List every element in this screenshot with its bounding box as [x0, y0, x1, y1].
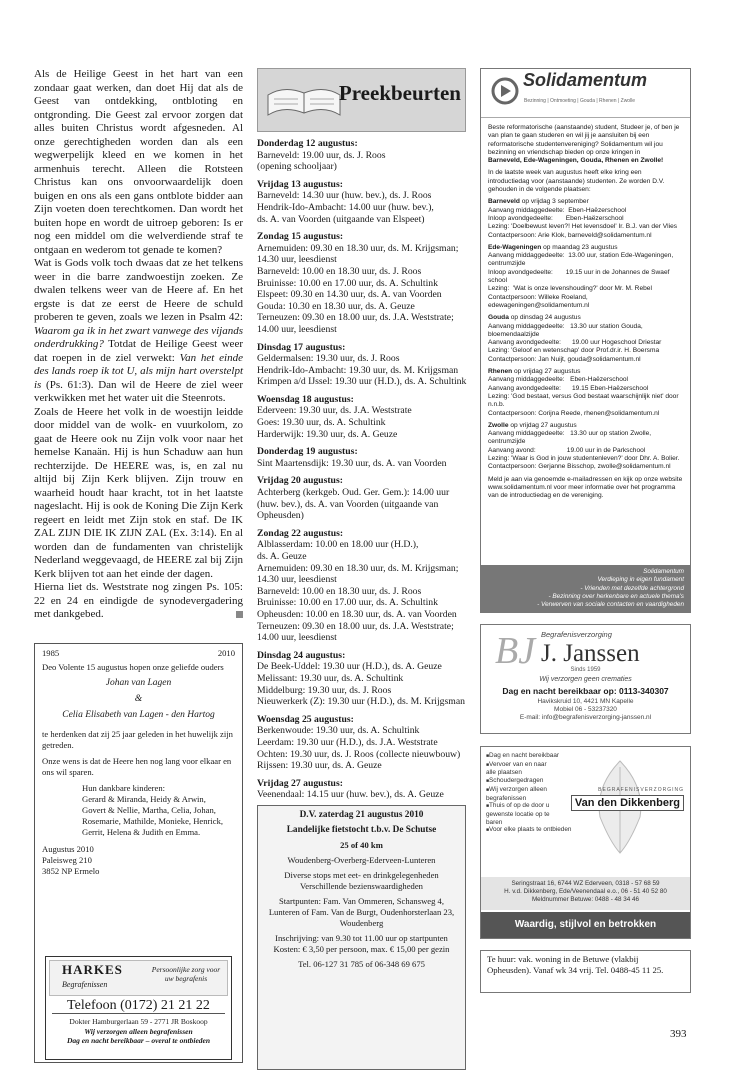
addr-line: Paleisweg 210	[42, 855, 92, 865]
dik-addr-line: Meldnummer Betuwe: 0488 - 48 34 46	[531, 895, 640, 903]
preek-line: Geldermalsen: 19.30 uur, ds. J. Roos	[257, 353, 400, 365]
dik-list-item: ■ Voor elke plaats te ontbieden	[486, 826, 571, 835]
year-to: 2010	[217, 648, 235, 658]
preek-line: Bruinisse: 10.00 en 17.00 uur, ds. A. Schultink	[257, 597, 438, 609]
janssen-addr-line: E-mail: info@begrafenisverzorging-janssen.nl	[519, 714, 652, 721]
preek-day: Vrijdag 13 augustus:	[257, 178, 343, 190]
preek-line: Barneveld: 10.00 en 18.30 uur, ds. J. Roos	[257, 265, 422, 277]
preek-block	[257, 179, 469, 225]
sol-foot-line: - Bezinning over herkenbare en actuele thema's	[548, 592, 684, 600]
children-line: Govert & Nellie, Martha, Celia, Johan,	[82, 805, 216, 815]
preek-line: Arnemuiden: 09.30 en 18.30 uur, ds. M. Krijgsman;	[257, 562, 459, 574]
harkes-sub: Begrafenissen	[62, 980, 108, 989]
children-title: Hun dankbare kinderen:	[82, 783, 166, 793]
p2-quote-2: Van het einde des lands roep ik tot U, als mijn hart overstelpt is	[34, 351, 243, 391]
preek-line: Gouda: 10.30 en 18.30 uur, ds. A. Geuze	[257, 300, 415, 312]
preek-line: (huw. bev.), ds. A. van Voorden (uitgaande van	[257, 498, 439, 510]
sol-outro: Meld je aan via genoemde e-mailadressen en kijk op onze website www.solidamentum.nl voor meer informatie over het programma van de introductiedag en de vereniging.	[488, 475, 683, 500]
preek-block	[257, 475, 469, 521]
dv-distance: 25 of 40 km	[340, 840, 383, 850]
harkes-line-2: Dag en nacht bereikbaar – overal te ontbieden	[66, 1036, 211, 1045]
preek-line: 14.00 uur, leesdienst	[257, 632, 337, 644]
sol-paragraph-2: In de laatste week van augustus heeft elke kring een introductiedag voor (aanstaande) studenten. Ze worden D.V. gehouden in de volgende plaatsen:	[488, 169, 665, 194]
article-column	[34, 68, 243, 622]
janssen-name: J. Janssen	[541, 640, 640, 667]
harkes-address: Dokter Hamburgerlaan 59 - 2771 JR Boskoop	[52, 1013, 225, 1027]
preekbeurten-title: Preekbeurten	[338, 81, 461, 105]
solidamentum-name: Solidamentum	[523, 70, 648, 90]
preek-line: 14.30 uur, leesdienst	[257, 254, 337, 266]
sol-kring-line: Contactpersoon: Corijna Reede, rhenen@solidamentum.nl	[488, 409, 660, 417]
preek-line: Terneuzen: 09.30 en 18.00 uur, ds. J.A. Weststrate;	[257, 620, 454, 632]
sol-kring-date: op maandag 23 augustus	[541, 243, 618, 251]
solidamentum-banner	[481, 69, 690, 118]
preek-block	[257, 714, 469, 772]
sol-foot-line: Solidamentum	[643, 568, 684, 575]
preek-day: Woensdag 18 augustus:	[257, 393, 354, 405]
preek-block	[257, 528, 469, 644]
anniv-amp: &	[134, 694, 143, 704]
p2-mid: Totdat de Heilige Geest weer dat roepen in de ziel verwekt:	[34, 338, 243, 364]
janssen-address	[481, 698, 690, 722]
sol-kring-name: Gouda	[488, 314, 509, 322]
preek-day: Zondag 15 augustus:	[257, 231, 344, 243]
harkes-phone: Telefoon (0172) 21 21 22	[67, 998, 210, 1013]
dik-list-item: ■ Dag en nacht bereikbaar	[486, 752, 571, 761]
preek-day: Dinsdag 17 augustus:	[257, 341, 346, 353]
sol-kring-line: Aanvang middaggedeelte: 13.30 uur op station Zwolle, centrumzijde	[488, 430, 653, 446]
preek-line: Opheusden)	[257, 510, 304, 522]
year-from: 1985	[42, 648, 60, 658]
dik-addr-line: H. v.d. Dikkenberg, Ede/Veenendaal e.o., 06 - 51 40 52 80	[504, 887, 667, 895]
preek-block	[257, 231, 469, 335]
preekbeurten-header	[257, 68, 466, 132]
preek-day: Donderdag 19 augustus:	[257, 446, 358, 458]
p2-end: (Ps. 61:3). Dan wil de Heere de ziel weer verkwikken met het water uit die Steenrots.	[34, 378, 243, 404]
children-line: Rosemarie, Mathilde, Monieke, Henrick,	[82, 816, 224, 826]
anniv-intro: Deo Volente 15 augustus hopen onze geliefde ouders	[42, 662, 224, 672]
preek-line: Opheusden: 10.00 en 18.30 uur, ds. A. van Voorden	[257, 608, 457, 620]
addr-line: 3852 NP Ermelo	[42, 866, 100, 876]
anniversary-announcement	[34, 643, 243, 1063]
p2-quote-1: Waarom ga ik in het zwart vanwege des vijands onderdrukking?	[34, 324, 243, 350]
dik-address	[481, 877, 690, 910]
sol-intro-text: Beste reformatorische (aanstaande) student, Studeer je, of ben je van plan te gaan studeren en wil jij je aansluiten bij een reformatorische studentenvereniging? Solidamentum wil jou bezinning en vriendschap bieden op onze kringen in	[488, 124, 680, 156]
preek-day: Woensdag 25 augustus:	[257, 713, 354, 725]
anniversary-years	[42, 648, 235, 659]
p4-text: Hierna liet ds. Weststrate nog zingen Ps. 105: 22 en 24 en eindigde de synodevergadering met dankgebed.	[34, 581, 243, 620]
sol-kring-line: Aanvang middaggedeelte: Eben-Haëzerschool	[488, 376, 629, 384]
children-line: Gerrit, Helena & Judith en Emma.	[82, 827, 201, 837]
dv-costs: Kosten: € 3,50 per persoon, max. € 15,00 per gezin	[273, 944, 450, 954]
janssen-since: Sinds 1959	[570, 667, 601, 673]
preek-line: Alblasserdam: 10.00 en 18.00 uur (H.D.),	[257, 539, 419, 551]
dv-stops: Diverse stops met eet- en drinkgelegenheden Verschillende bezienswaardigheden	[284, 870, 439, 891]
sol-foot-line: - Vrienden met dezelfde achtergrond	[580, 584, 684, 592]
article-paragraph-4	[34, 581, 243, 622]
solidamentum-ad	[480, 68, 691, 613]
preek-line: Veenendaal: 14.15 uur (huw. bev.), ds. A. Geuze	[257, 789, 444, 801]
janssen-ad	[480, 624, 691, 734]
preek-block	[257, 446, 469, 469]
anniv-children	[82, 783, 235, 838]
preek-line: Rijssen: 19.30 uur, ds. A. Geuze	[257, 760, 382, 772]
sol-kring-line: Aanvang avondgedeelte: 19.15 Eben-Haëzerschool	[488, 384, 649, 392]
dv-phone: Tel. 06-127 31 785 of 06-348 69 675	[298, 959, 425, 969]
sol-kring-line: Contactpersoon: Gerjanne Bisschop, zwolle@solidamentum.nl	[488, 463, 671, 471]
article-paragraph-3: Zoals de Heere het volk in de woestijn leidde door middel van de wolk- en vuurkolom, zo gaat de Heere ook nu Zijn volk voor naar het hemelse Kanaän. Hij is hun Schaduw aan hun rechterzijde. De HEERE was, is, en zal nu altijd bij Zijn Kerk blijven. Zijn trouw en waarheid houdt haar kracht, tot in het laatste nageslacht. Hij is ook de Koning Die Zijn Kerk regeert en leidt met Zijn stok en staf. De IK ZAL ZIJN DIE IK ZIJN ZAL (Ex. 3:14). En al worden dan de fundamenten van christelijk Nederland weggevaagd, de HEERE zal bij Zijn Kerk blijven tot aan het einde der dagen.	[34, 405, 243, 580]
preek-line: Sint Maartensdijk: 19.30 uur, ds. A. van Voorden	[257, 457, 447, 469]
preek-day: Vrijdag 20 augustus:	[257, 475, 343, 487]
sol-kring-line: Inloop avondgedeelte: 19.15 uur in de Johannes de Swaef school	[488, 268, 672, 285]
preek-line: Melissant: 19.30 uur, ds. A. Schultink	[257, 672, 404, 684]
preek-line: De Beek-Uddel: 19.30 uur (H.D.), ds. A. Geuze	[257, 661, 442, 673]
preek-block	[257, 650, 469, 708]
preek-line: Hendrik-Ido-Ambacht: 14.00 uur (huw. bev.),	[257, 201, 434, 213]
preek-block	[257, 342, 469, 388]
dik-slogan: Waardig, stijlvol en betrokken	[481, 912, 690, 938]
preek-day: Vrijdag 27 augustus:	[257, 777, 343, 789]
dv-registration: Inschrijving: van 9.30 tot 11.00 uur op startpunten	[275, 933, 448, 943]
preek-line: ds. A. van Voorden (uitgaande van Elspeet)	[257, 213, 425, 225]
preek-line: Leerdam: 19.30 uur (H.D.), ds. J.A. Weststrate	[257, 736, 438, 748]
preek-line: Barneveld: 10.00 en 18.30 uur, ds. J. Roos	[257, 585, 422, 597]
dikkenberg-ad	[480, 746, 691, 939]
preek-day: Donderdag 12 augustus:	[257, 138, 358, 149]
harkes-banner	[49, 960, 228, 996]
dv-title: Landelijke fietstocht t.b.v. De Schutse	[286, 825, 437, 835]
solidamentum-body	[481, 118, 690, 500]
preek-line: 14.00 uur, leesdienst	[257, 323, 337, 335]
preek-line: Krimpen a/d IJssel: 19.30 uur (H.D.), ds. A. Schultink	[257, 376, 467, 388]
harkes-line-1: Wij verzorgen alleen begrafenissen	[84, 1027, 193, 1036]
page-number: 393	[670, 1028, 687, 1040]
harkes-ad	[45, 956, 232, 1060]
janssen-addr-line: Mobiel 06 - 53237320	[554, 706, 617, 713]
harkes-name: HARKES	[62, 962, 123, 977]
te-huur-ad: Te huur: vak. woning in de Betuwe (vlakbij Opheusden). Vanaf wk 34 vrij. Tel. 0488-45 11 25.	[480, 950, 691, 993]
preek-line: Arnemuiden: 09.30 en 18.30 uur, ds. M. Krijgsman;	[257, 242, 459, 254]
sol-kring-date: op dinsdag 24 augustus	[508, 314, 581, 322]
anniv-name-1: Johan van Lagen	[105, 678, 172, 688]
solidamentum-footer	[481, 565, 690, 612]
dik-brand: Van den Dikkenberg	[571, 795, 684, 811]
preek-line: Elspeet: 09.30 en 14.30 uur, ds. A. van Voorden	[257, 289, 442, 301]
anniv-address	[42, 844, 235, 877]
sol-kring-date: op vrijdag 3 september	[519, 198, 589, 206]
preek-line: Barneveld: 19.00 uur, ds. J. Roos	[257, 149, 386, 161]
sol-foot-line: Verdieping in eigen fundament	[597, 576, 684, 584]
sol-kring-name: Ede-Wageningen	[488, 243, 542, 251]
fietstocht-announcement	[257, 805, 466, 1070]
janssen-phone: Dag en nacht bereikbaar op: 0113-340307	[502, 686, 669, 696]
dik-addr-line: Seringstraat 16, 6744 WZ Ederveen, 0318 - 57 68 59	[511, 880, 660, 887]
preek-block	[257, 394, 469, 440]
janssen-top: Begrafenisverzorging	[541, 630, 612, 639]
anniv-text-2: Onze wens is dat de Heere hen nog lang voor elkaar en ons wil sparen.	[42, 756, 232, 777]
janssen-note: Wij verzorgen geen crematies	[539, 676, 632, 683]
preek-line: Ochten: 19.30 uur, ds. J. Roos (collecte nieuwbouw)	[257, 748, 461, 760]
preek-day: Dinsdag 24 augustus:	[257, 649, 346, 661]
preek-block	[257, 778, 469, 801]
harkes-tag: Persoonlijke zorg voor uw begrafenis	[151, 965, 221, 983]
sol-kring-line: Aanvang middaggedeelte: Eben-Haëzerschool	[488, 206, 627, 214]
sol-kring-line: Aanvang avondgedeelte: 19.00 uur Hogeschool Driestar	[488, 339, 662, 347]
preek-line: Middelburg: 19.30 uur, ds. J. Roos	[257, 684, 392, 696]
sol-kring	[488, 368, 683, 418]
dik-list-item: ■ Thuis of op de door u gewenste locatie op te baren	[486, 802, 564, 826]
sol-kring	[488, 422, 683, 472]
addr-line: Augustus 2010	[42, 844, 94, 854]
sol-kring-name: Rhenen	[488, 368, 513, 376]
end-mark-icon	[236, 611, 243, 618]
sol-kring-date: op vrijdag 27 augustus	[508, 421, 577, 429]
sol-kring-line: Aanvang avond: 19.00 uur in de Parkschool	[488, 446, 646, 454]
sol-kring-line: Lezing: 'Geloof en wetenschap' door Prof.dr.ir. H. Boersma	[488, 347, 660, 355]
preek-line: Terneuzen: 09.30 en 18.00 uur, ds. J.A. Weststrate;	[257, 312, 454, 324]
open-book-icon	[264, 75, 344, 127]
preek-line: ds. A. Geuze	[257, 551, 307, 562]
sol-kring	[488, 244, 683, 310]
dikkenberg-list	[486, 752, 571, 835]
sol-kringen	[488, 198, 683, 471]
sol-intro-places: Barneveld, Ede-Wageningen, Gouda, Rhenen en Zwolle!	[488, 157, 664, 165]
sol-foot-line: - Verwerven van sociale contacten en vaardigheden	[537, 601, 684, 609]
preek-line: Ederveen: 19.30 uur, ds. J.A. Weststrate	[257, 405, 412, 417]
preek-day: Zondag 22 augustus:	[257, 527, 344, 539]
sol-kring-line: Contactpersoon: Willeke Roeland, edewageningen@solidamentum.nl	[488, 293, 590, 309]
dik-list-item: ■ Schoudergedragen	[486, 777, 571, 786]
dv-date: D.V. zaterdag 21 augustus 2010	[299, 810, 424, 820]
dik-list-item: ■ Wij verzorgen alleen begrafenissen	[486, 786, 558, 802]
sol-kring-line: Contactpersoon: Arie Klok, barneveld@solidamentum.nl	[488, 231, 652, 239]
sol-kring-line: Aanvang middaggedeelte: 13.00 uur, station Ede-Wageningen, centrumzijde	[488, 252, 676, 268]
article-paragraph-2	[34, 257, 243, 406]
preek-line: Nieuwerkerk (Z): 19.30 uur (H.D.), ds. M. Krijgsman	[257, 696, 465, 708]
solidamentum-logo-icon	[491, 77, 519, 105]
sol-kring-line: Aanvang middaggedeelte: 13.30 uur station Gouda, bloemendaalzijde	[488, 322, 645, 338]
dv-startpoints: Startpunten: Fam. Van Ommeren, Schansweg 4, Lunteren of Fam. Van de Burgt, Oudenhorsterlaan 23, Woudenberg	[268, 896, 455, 928]
sol-kring-line: Lezing: 'Doelbewust leven?! Het levensdoel' Ir. B.J. van der Vlies	[488, 223, 678, 231]
preek-block	[257, 138, 469, 173]
preek-line: Goes: 19.30 uur, ds. A. Schultink	[257, 417, 386, 429]
sol-kring-line: Lezing: 'Waar is God in jouw studentenleven?' door Dhr. A. Bolier.	[488, 454, 680, 462]
janssen-addr-line: Havikskruid 10, 4421 MN Kapelle	[537, 698, 634, 705]
preek-line: Harderwijk: 19.30 uur, ds. A. Geuze	[257, 428, 398, 440]
dik-brand-top: BEGRAFENISVERZORGING	[598, 787, 684, 793]
sol-intro	[488, 124, 683, 165]
solidamentum-tagline: Bezinning | Ontmoeting | Gouda | Rhenen | Zwolle	[524, 98, 636, 104]
preekbeurten-list	[257, 138, 469, 807]
preek-line: Barneveld: 14.30 uur (huw. bev.), ds. J. Roos	[257, 190, 432, 202]
sol-kring	[488, 314, 683, 364]
dv-route: Woudenberg-Overberg-Ederveen-Lunteren	[287, 855, 436, 865]
anniv-name-2: Celia Elisabeth van Lagen - den Hartog	[62, 710, 215, 720]
preek-line: Berkenwoude: 19.30 uur, ds. A. Schultink	[257, 725, 420, 737]
children-line: Gerard & Miranda, Heidy & Arwin,	[82, 794, 206, 804]
anniv-text-1: te herdenken dat zij 25 jaar geleden in het huwelijk zijn getreden.	[42, 729, 233, 750]
janssen-monogram: BJ	[495, 630, 536, 672]
sol-kring-name: Zwolle	[488, 421, 509, 429]
sol-kring-name: Barneveld	[488, 198, 520, 206]
article-paragraph-1: Als de Heilige Geest in het hart van een zondaar gaat werken, dan doet Hij dat als de Geest van ontdekking, ontbloting en ontgronding. Die Geest zal ervoor zorgen dat alles buiten Christus wordt afgesneden. Al onze gerechtigheden worden dan als een wegwerpelijk kleed en we komen in het armenhuis terecht. Alleen die Rotsteen Christus kan ons onvoorwaardelijk doen buigen en ons als een gans ontblote bidder aan Zijn voeten doen terechtkomen. Dan wordt het buiten hope en wordt de uitroep geboren: Is er nog een middel om die welverdiende straf te ontgaan en wederom tot genade te komen?	[34, 68, 243, 256]
preek-line: Hendrik-Ido-Ambacht: 19.30 uur, ds. M. Krijgsman	[257, 364, 459, 376]
sol-kring-date: op vrijdag 27 augustus	[512, 368, 581, 376]
preek-line: (opening schooljaar)	[257, 161, 337, 173]
preek-line: Bruinisse: 10.00 en 17.00 uur, ds. A. Schultink	[257, 277, 438, 289]
p2-start: Wat is Gods volk toch dwaas dat ze het telkens weer in die barre zandwoestijn zoeken. Ze dwalen telkens weer van de Heere af. En het ergste is dat ze eerst de Heere de schuld proberen te geven, zoals we lezen in Psalm 42:	[34, 257, 243, 323]
preek-line: 14.30 uur, leesdienst	[257, 574, 337, 586]
dik-list-item: ■ Vervoer van en naar alle plaatsen	[486, 761, 556, 777]
sol-kring-line: Lezing: 'Wat is onze levenshouding?' door Mr. M. Rebel	[488, 285, 652, 293]
preek-line: Achterberg (kerkgeb. Oud. Ger. Gem.): 14.00 uur	[257, 487, 450, 499]
sol-kring-line: Lezing: 'God bestaat, versus God bestaat waarschijnlijk niet' door n.n.b.	[488, 392, 681, 409]
sol-kring	[488, 198, 683, 239]
sol-kring-line: Inloop avondgedeelte: Eben-Haëzerschool	[488, 214, 624, 222]
sol-kring-line: Contactpersoon: Jan Nuijt, gouda@solidamentum.nl	[488, 355, 641, 363]
